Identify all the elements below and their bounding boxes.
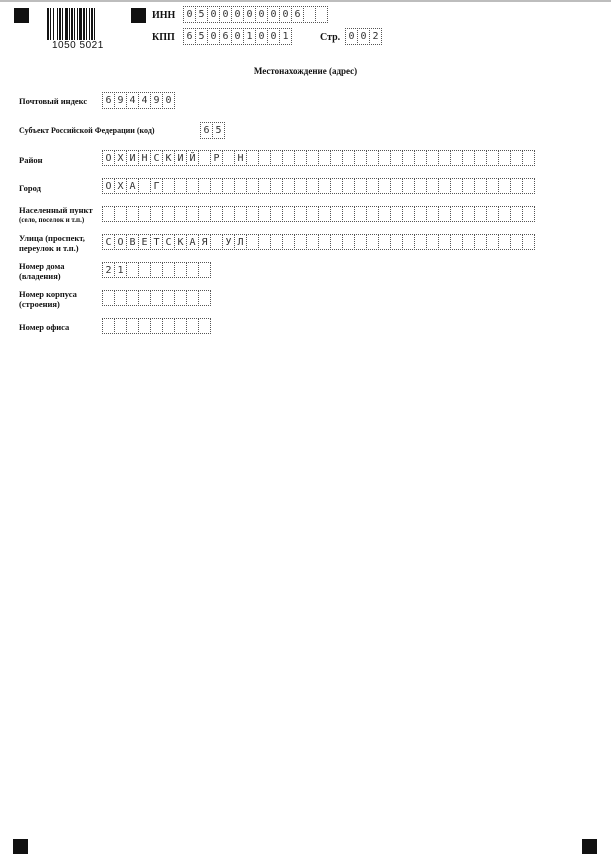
page-top-edge	[0, 0, 611, 2]
barcode-bar	[86, 8, 87, 40]
char-cell[interactable]: 0	[243, 6, 256, 23]
char-cell[interactable]: 2	[102, 262, 115, 278]
barcode-bar	[50, 8, 51, 40]
char-cell[interactable]: С	[150, 150, 163, 166]
char-cell[interactable]: 0	[162, 92, 175, 109]
char-cell[interactable]: Р	[210, 150, 223, 166]
char-cell[interactable]	[522, 178, 535, 194]
char-cell[interactable]: Х	[114, 150, 127, 166]
char-cell[interactable]: 1	[114, 262, 127, 278]
char-cell[interactable]	[198, 262, 211, 278]
char-cell[interactable]	[522, 150, 535, 166]
building-label	[19, 289, 77, 309]
section-title: Местонахождение (адрес)	[253, 66, 358, 76]
char-cell[interactable]: И	[126, 150, 139, 166]
settlement-label-line2: (село, поселок и т.п.)	[19, 216, 85, 224]
char-cell[interactable]: К	[174, 234, 187, 250]
char-cell[interactable]: О	[114, 234, 127, 250]
char-cell[interactable]: С	[162, 234, 175, 250]
char-cell[interactable]: О	[102, 150, 115, 166]
settlement-label	[19, 205, 93, 225]
city-label: Город	[19, 183, 41, 193]
char-cell[interactable]: 6	[200, 122, 213, 139]
barcode-bar	[77, 8, 78, 40]
char-cell[interactable]: 2	[369, 28, 382, 45]
barcode-bar	[65, 8, 68, 40]
char-cell[interactable]	[522, 234, 535, 250]
district-field[interactable]	[102, 150, 534, 166]
char-cell[interactable]: 0	[255, 6, 268, 23]
barcode-bar	[91, 8, 93, 40]
char-cell[interactable]: А	[186, 234, 199, 250]
char-cell[interactable]	[198, 318, 211, 334]
char-cell[interactable]: 6	[183, 28, 196, 45]
city-field[interactable]	[102, 178, 534, 194]
char-cell[interactable]: Е	[138, 234, 151, 250]
char-cell[interactable]: 0	[279, 6, 292, 23]
street-label	[19, 233, 85, 253]
settlement-label-line1: Населенный пункт	[19, 205, 93, 215]
char-cell[interactable]: Н	[234, 150, 247, 166]
char-cell[interactable]: 0	[231, 28, 244, 45]
barcode-image	[47, 8, 115, 40]
barcode-bar	[47, 8, 49, 40]
char-cell[interactable]: Н	[138, 150, 151, 166]
char-cell[interactable]	[522, 206, 535, 222]
char-cell[interactable]: К	[162, 150, 175, 166]
street-field[interactable]	[102, 234, 534, 250]
char-cell[interactable]: В	[126, 234, 139, 250]
office-label: Номер офиса	[19, 322, 70, 332]
char-cell[interactable]	[315, 6, 328, 23]
barcode-bar	[79, 8, 82, 40]
building-label-line2: (строения)	[19, 299, 60, 309]
barcode-bar	[83, 8, 85, 40]
inn-label: ИНН	[152, 10, 176, 21]
char-cell[interactable]	[198, 290, 211, 306]
char-cell[interactable]: С	[102, 234, 115, 250]
kpp-field[interactable]	[183, 28, 291, 45]
office-number-field[interactable]	[102, 318, 210, 334]
char-cell[interactable]: 0	[207, 6, 220, 23]
char-cell[interactable]: Я	[198, 234, 211, 250]
house-label	[19, 261, 64, 281]
barcode-bar	[53, 8, 54, 40]
char-cell[interactable]: 0	[207, 28, 220, 45]
char-cell[interactable]: 0	[345, 28, 358, 45]
char-cell[interactable]: 0	[357, 28, 370, 45]
char-cell[interactable]: 6	[219, 28, 232, 45]
char-cell[interactable]: Й	[186, 150, 199, 166]
char-cell[interactable]: 0	[267, 28, 280, 45]
barcode-bar	[71, 8, 73, 40]
region-code-label: Субъект Российской Федерации (код)	[19, 126, 155, 135]
char-cell[interactable]: О	[102, 178, 115, 194]
postal-code-label: Почтовый индекс	[19, 96, 88, 106]
char-cell[interactable]: 5	[212, 122, 225, 139]
char-cell[interactable]: Т	[150, 234, 163, 250]
street-label-line2: переулок и т.п.)	[19, 243, 79, 253]
char-cell[interactable]: 0	[267, 6, 280, 23]
settlement-field[interactable]	[102, 206, 534, 222]
char-cell[interactable]: 1	[243, 28, 256, 45]
region-code-field[interactable]	[200, 122, 224, 139]
char-cell[interactable]: У	[222, 234, 235, 250]
corner-marker-top-center	[131, 8, 146, 23]
char-cell[interactable]: 0	[183, 6, 196, 23]
building-label-line1: Номер корпуса	[19, 289, 77, 299]
page-label: Стр.	[320, 32, 341, 43]
char-cell[interactable]: 0	[231, 6, 244, 23]
district-label: Район	[19, 155, 43, 165]
char-cell[interactable]: 5	[195, 28, 208, 45]
inn-field[interactable]	[183, 6, 327, 23]
barcode-bar	[57, 8, 58, 40]
char-cell[interactable]: 0	[219, 6, 232, 23]
postal-code-field[interactable]	[102, 92, 174, 109]
char-cell[interactable]: И	[174, 150, 187, 166]
char-cell[interactable]: Г	[150, 178, 163, 194]
char-cell[interactable]: 4	[126, 92, 139, 109]
barcode-bar	[89, 8, 90, 40]
char-cell[interactable]: 5	[195, 6, 208, 23]
barcode-bar	[59, 8, 61, 40]
char-cell[interactable]: 1	[279, 28, 292, 45]
char-cell[interactable]: Л	[234, 234, 247, 250]
barcode-bar	[94, 8, 95, 40]
barcode-number: 1050 5021	[52, 40, 104, 51]
char-cell[interactable]: 9	[150, 92, 163, 109]
char-cell[interactable]: 0	[255, 28, 268, 45]
house-number-field[interactable]	[102, 262, 210, 278]
char-cell[interactable]: 4	[138, 92, 151, 109]
street-label-line1: Улица (проспект,	[19, 233, 85, 243]
building-number-field[interactable]	[102, 290, 210, 306]
barcode-bar	[74, 8, 75, 40]
barcode-bar	[62, 8, 63, 40]
house-label-line2: (владения)	[19, 271, 61, 281]
char-cell[interactable]: 6	[102, 92, 115, 109]
barcode-bar	[69, 8, 70, 40]
char-cell[interactable]: А	[126, 178, 139, 194]
page-number-field[interactable]	[345, 28, 381, 45]
corner-marker-top-left	[14, 8, 29, 23]
char-cell[interactable]: Х	[114, 178, 127, 194]
char-cell[interactable]: 9	[114, 92, 127, 109]
kpp-label: КПП	[152, 32, 175, 43]
house-label-line1: Номер дома	[19, 261, 65, 271]
char-cell[interactable]: 6	[291, 6, 304, 23]
